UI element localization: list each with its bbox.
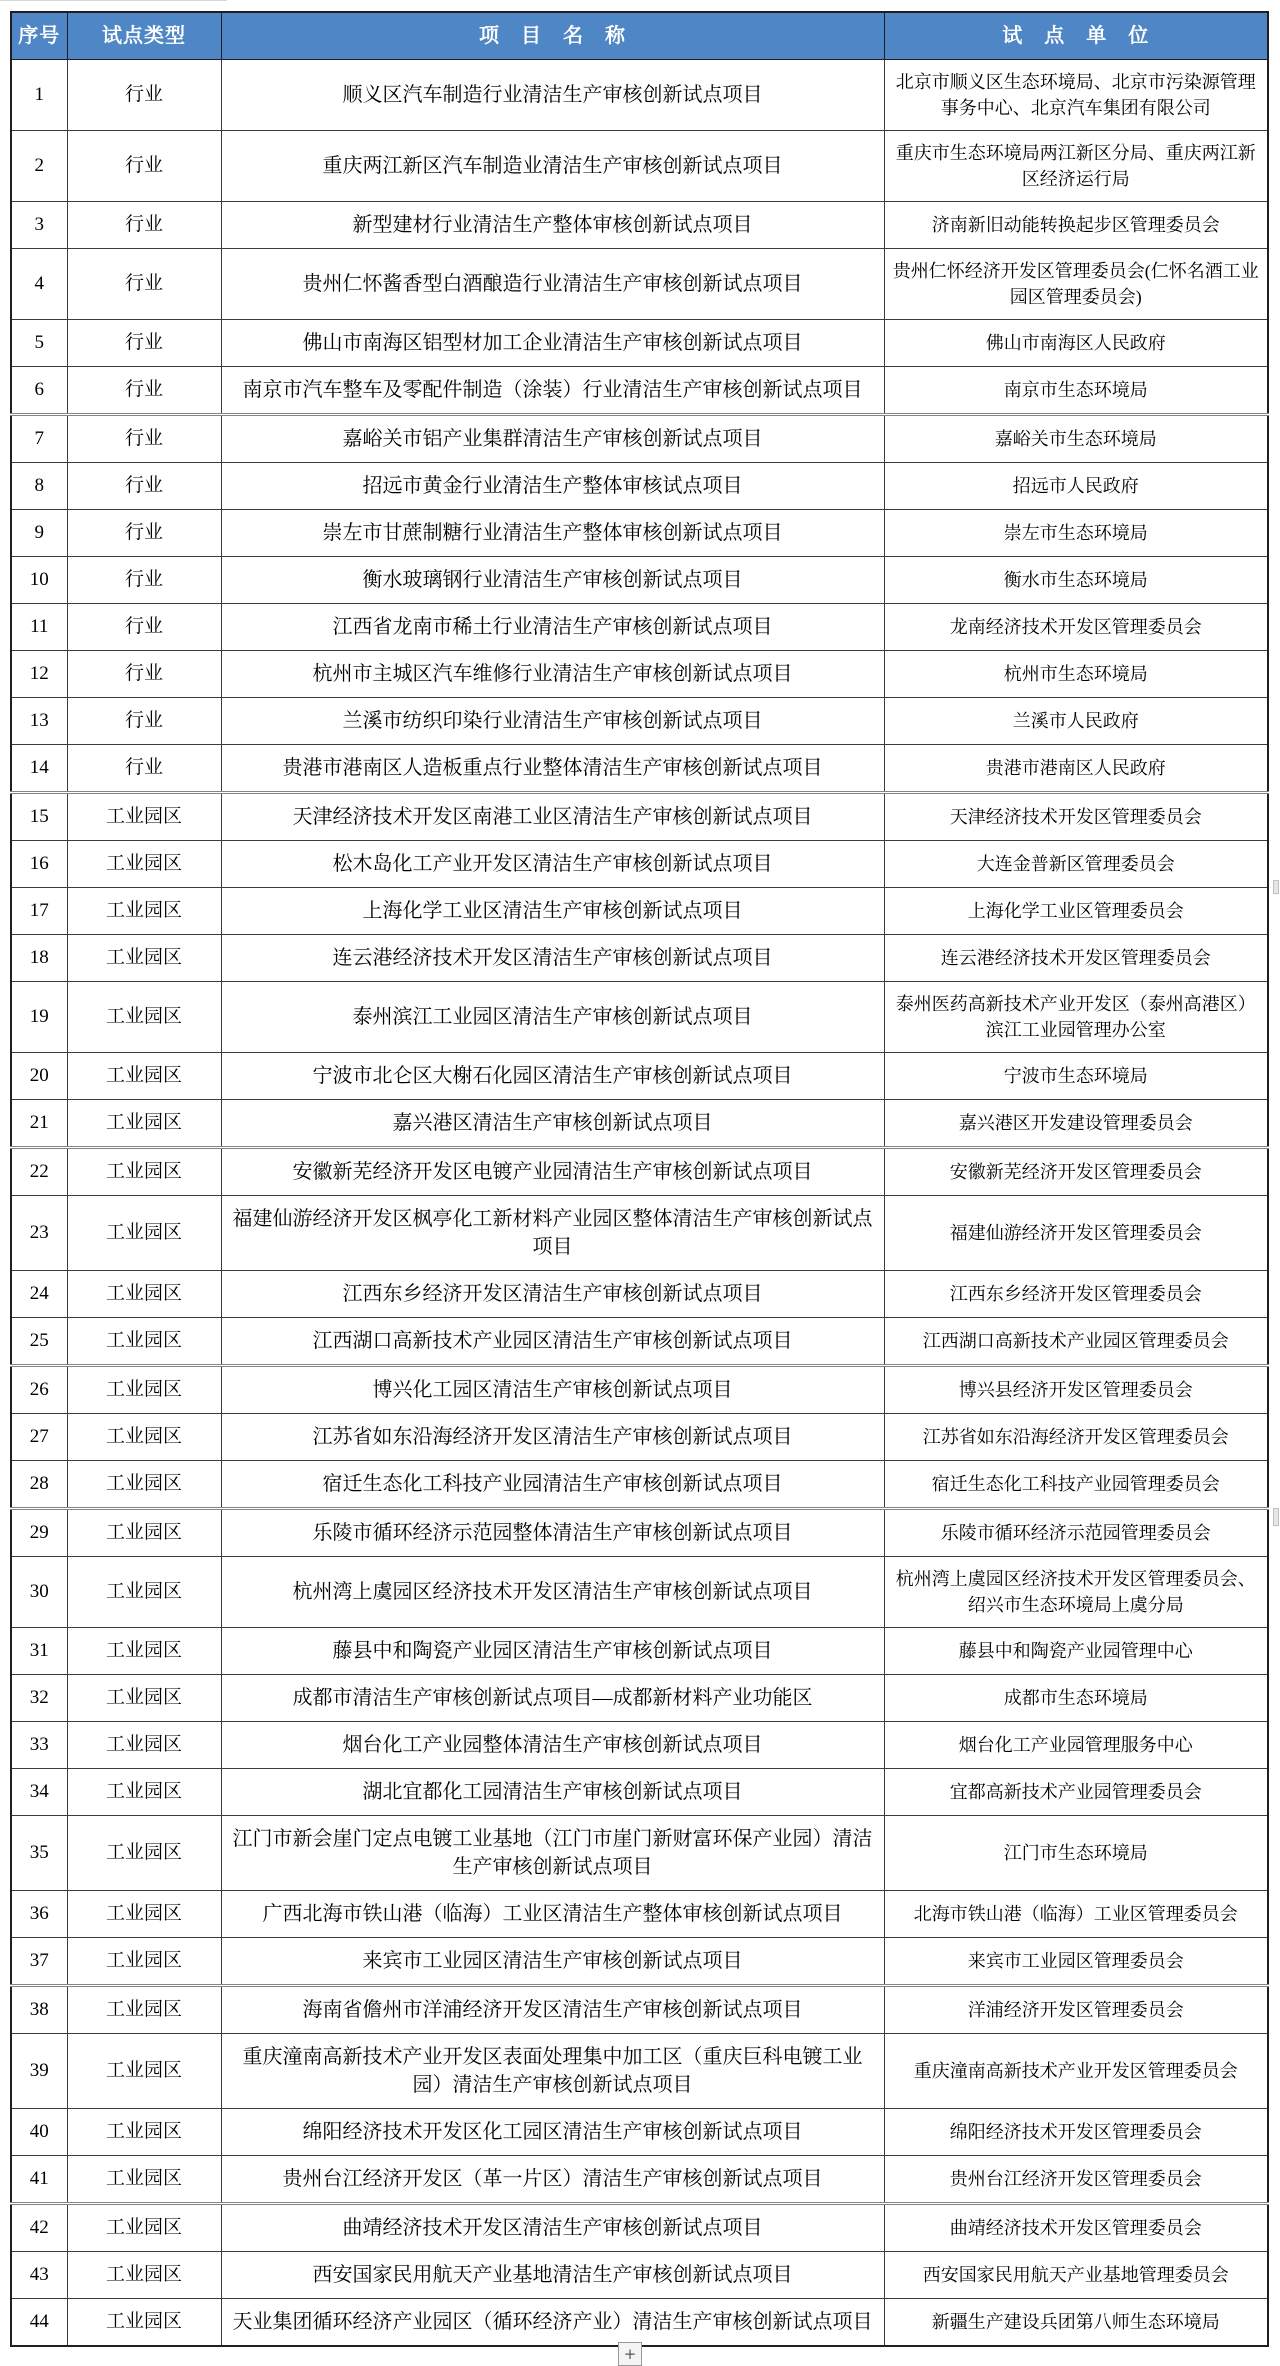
row-number-cell: 40 [11, 2109, 67, 2156]
pilot-unit-cell: 曲靖经济技术开发区管理委员会 [884, 2204, 1268, 2252]
scrollbar-fragment [1273, 1508, 1279, 1526]
table-row [11, 888, 1268, 935]
pilot-type-cell: 工业园区 [67, 935, 221, 982]
table-row [11, 510, 1268, 557]
project-name-cell: 藤县中和陶瓷产业园区清洁生产审核创新试点项目 [221, 1628, 884, 1675]
pilot-type-cell: 工业园区 [67, 1271, 221, 1318]
project-name-cell: 贵港市港南区人造板重点行业整体清洁生产审核创新试点项目 [221, 745, 884, 793]
pilot-type-cell: 工业园区 [67, 2299, 221, 2347]
project-name-cell: 乐陵市循环经济示范园整体清洁生产审核创新试点项目 [221, 1509, 884, 1557]
pilot-unit-cell: 崇左市生态环境局 [884, 510, 1268, 557]
table-row [11, 1816, 1268, 1891]
table-row [11, 1628, 1268, 1675]
table-row [11, 1318, 1268, 1366]
table-row [11, 415, 1268, 463]
column-header-number: 序号 [11, 12, 67, 60]
project-name-cell: 福建仙游经济开发区枫亭化工新材料产业园区整体清洁生产审核创新试点项目 [221, 1196, 884, 1271]
column-header-pilot-type: 试点类型 [67, 12, 221, 60]
pilot-type-cell: 行业 [67, 131, 221, 202]
pilot-projects-table-container [10, 11, 1267, 2347]
pilot-unit-cell: 福建仙游经济开发区管理委员会 [884, 1196, 1268, 1271]
pilot-unit-cell: 新疆生产建设兵团第八师生态环境局 [884, 2299, 1268, 2347]
project-name-cell: 安徽新芜经济开发区电镀产业园清洁生产审核创新试点项目 [221, 1148, 884, 1196]
project-name-cell: 成都市清洁生产审核创新试点项目—成都新材料产业功能区 [221, 1675, 884, 1722]
table-row [11, 2204, 1268, 2252]
row-number-cell: 7 [11, 415, 67, 463]
project-name-cell: 博兴化工园区清洁生产审核创新试点项目 [221, 1366, 884, 1414]
pilot-unit-cell: 招远市人民政府 [884, 463, 1268, 510]
project-name-cell: 绵阳经济技术开发区化工园区清洁生产审核创新试点项目 [221, 2109, 884, 2156]
row-number-cell: 10 [11, 557, 67, 604]
pilot-unit-cell: 泰州医药高新技术产业开发区（泰州高港区）滨江工业园管理办公室 [884, 982, 1268, 1053]
row-number-cell: 18 [11, 935, 67, 982]
table-row [11, 367, 1268, 415]
table-row [11, 1938, 1268, 1986]
pilot-type-cell: 工业园区 [67, 1509, 221, 1557]
pilot-type-cell: 工业园区 [67, 1100, 221, 1148]
pilot-unit-cell: 安徽新芜经济开发区管理委员会 [884, 1148, 1268, 1196]
pilot-unit-cell: 成都市生态环境局 [884, 1675, 1268, 1722]
pilot-type-cell: 工业园区 [67, 1986, 221, 2034]
table-row [11, 1053, 1268, 1100]
pilot-unit-cell: 大连金普新区管理委员会 [884, 841, 1268, 888]
project-name-cell: 广西北海市铁山港（临海）工业区清洁生产整体审核创新试点项目 [221, 1891, 884, 1938]
pilot-type-cell: 行业 [67, 510, 221, 557]
project-name-cell: 连云港经济技术开发区清洁生产审核创新试点项目 [221, 935, 884, 982]
table-row [11, 698, 1268, 745]
row-number-cell: 13 [11, 698, 67, 745]
table-row [11, 249, 1268, 320]
pilot-unit-cell: 重庆市生态环境局两江新区分局、重庆两江新区经济运行局 [884, 131, 1268, 202]
project-name-cell: 宿迁生态化工科技产业园清洁生产审核创新试点项目 [221, 1461, 884, 1509]
pilot-projects-table [10, 11, 1269, 2347]
project-name-cell: 湖北宜都化工园清洁生产审核创新试点项目 [221, 1769, 884, 1816]
pilot-unit-cell: 兰溪市人民政府 [884, 698, 1268, 745]
pilot-type-cell: 行业 [67, 651, 221, 698]
row-number-cell: 38 [11, 1986, 67, 2034]
pilot-type-cell: 工业园区 [67, 982, 221, 1053]
table-row [11, 793, 1268, 841]
pilot-type-cell: 行业 [67, 60, 221, 131]
table-row [11, 1557, 1268, 1628]
pilot-type-cell: 工业园区 [67, 1628, 221, 1675]
row-number-cell: 23 [11, 1196, 67, 1271]
pilot-type-cell: 行业 [67, 202, 221, 249]
pilot-unit-cell: 绵阳经济技术开发区管理委员会 [884, 2109, 1268, 2156]
row-number-cell: 28 [11, 1461, 67, 1509]
pilot-unit-cell: 北海市铁山港（临海）工业区管理委员会 [884, 1891, 1268, 1938]
pilot-unit-cell: 北京市顺义区生态环境局、北京市污染源管理事务中心、北京汽车集团有限公司 [884, 60, 1268, 131]
project-name-cell: 烟台化工产业园整体清洁生产审核创新试点项目 [221, 1722, 884, 1769]
row-number-cell: 6 [11, 367, 67, 415]
row-number-cell: 4 [11, 249, 67, 320]
row-number-cell: 31 [11, 1628, 67, 1675]
row-number-cell: 37 [11, 1938, 67, 1986]
row-number-cell: 32 [11, 1675, 67, 1722]
pilot-unit-cell: 宜都高新技术产业园管理委员会 [884, 1769, 1268, 1816]
pilot-type-cell: 行业 [67, 463, 221, 510]
pilot-type-cell: 行业 [67, 415, 221, 463]
pilot-type-cell: 行业 [67, 367, 221, 415]
row-number-cell: 2 [11, 131, 67, 202]
pilot-type-cell: 工业园区 [67, 1414, 221, 1461]
pilot-unit-cell: 贵港市港南区人民政府 [884, 745, 1268, 793]
pilot-type-cell: 工业园区 [67, 2034, 221, 2109]
pilot-unit-cell: 龙南经济技术开发区管理委员会 [884, 604, 1268, 651]
project-name-cell: 衡水玻璃钢行业清洁生产审核创新试点项目 [221, 557, 884, 604]
row-number-cell: 35 [11, 1816, 67, 1891]
table-row [11, 651, 1268, 698]
row-number-cell: 21 [11, 1100, 67, 1148]
plus-icon[interactable]: + [618, 2342, 642, 2366]
pilot-type-cell: 行业 [67, 249, 221, 320]
pilot-type-cell: 工业园区 [67, 1722, 221, 1769]
project-name-cell: 杭州市主城区汽车维修行业清洁生产审核创新试点项目 [221, 651, 884, 698]
pilot-type-cell: 工业园区 [67, 1938, 221, 1986]
row-number-cell: 39 [11, 2034, 67, 2109]
pilot-type-cell: 行业 [67, 320, 221, 367]
project-name-cell: 贵州仁怀酱香型白酒酿造行业清洁生产审核创新试点项目 [221, 249, 884, 320]
pilot-unit-cell: 衡水市生态环境局 [884, 557, 1268, 604]
table-row [11, 2156, 1268, 2204]
row-number-cell: 33 [11, 1722, 67, 1769]
row-number-cell: 30 [11, 1557, 67, 1628]
table-row [11, 557, 1268, 604]
project-name-cell: 江门市新会崖门定点电镀工业基地（江门市崖门新财富环保产业园）清洁生产审核创新试点项目 [221, 1816, 884, 1891]
row-number-cell: 12 [11, 651, 67, 698]
table-row [11, 2252, 1268, 2299]
row-number-cell: 1 [11, 60, 67, 131]
project-name-cell: 崇左市甘蔗制糖行业清洁生产整体审核创新试点项目 [221, 510, 884, 557]
pilot-type-cell: 工业园区 [67, 841, 221, 888]
table-row [11, 1675, 1268, 1722]
pilot-type-cell: 工业园区 [67, 1148, 221, 1196]
pilot-unit-cell: 西安国家民用航天产业基地管理委员会 [884, 2252, 1268, 2299]
table-row [11, 1271, 1268, 1318]
table-row [11, 841, 1268, 888]
table-row [11, 1891, 1268, 1938]
pilot-unit-cell: 杭州湾上虞园区经济技术开发区管理委员会、绍兴市生态环境局上虞分局 [884, 1557, 1268, 1628]
pilot-unit-cell: 南京市生态环境局 [884, 367, 1268, 415]
row-number-cell: 9 [11, 510, 67, 557]
project-name-cell: 兰溪市纺织印染行业清洁生产审核创新试点项目 [221, 698, 884, 745]
row-number-cell: 42 [11, 2204, 67, 2252]
project-name-cell: 泰州滨江工业园区清洁生产审核创新试点项目 [221, 982, 884, 1053]
pilot-unit-cell: 上海化学工业区管理委员会 [884, 888, 1268, 935]
pilot-unit-cell: 江西东乡经济开发区管理委员会 [884, 1271, 1268, 1318]
project-name-cell: 贵州台江经济开发区（革一片区）清洁生产审核创新试点项目 [221, 2156, 884, 2204]
project-name-cell: 海南省儋州市洋浦经济开发区清洁生产审核创新试点项目 [221, 1986, 884, 2034]
row-number-cell: 24 [11, 1271, 67, 1318]
project-name-cell: 重庆潼南高新技术产业开发区表面处理集中加工区（重庆巨科电镀工业园）清洁生产审核创新试点项目 [221, 2034, 884, 2109]
pilot-unit-cell: 天津经济技术开发区管理委员会 [884, 793, 1268, 841]
pilot-type-cell: 工业园区 [67, 2204, 221, 2252]
project-name-cell: 曲靖经济技术开发区清洁生产审核创新试点项目 [221, 2204, 884, 2252]
table-row [11, 745, 1268, 793]
pilot-type-cell: 工业园区 [67, 1053, 221, 1100]
pilot-unit-cell: 乐陵市循环经济示范园管理委员会 [884, 1509, 1268, 1557]
table-row [11, 1148, 1268, 1196]
table-row [11, 2109, 1268, 2156]
row-number-cell: 29 [11, 1509, 67, 1557]
pilot-unit-cell: 连云港经济技术开发区管理委员会 [884, 935, 1268, 982]
pilot-type-cell: 行业 [67, 745, 221, 793]
pilot-type-cell: 工业园区 [67, 1461, 221, 1509]
table-row [11, 1722, 1268, 1769]
table-row [11, 2034, 1268, 2109]
project-name-cell: 江西省龙南市稀土行业清洁生产审核创新试点项目 [221, 604, 884, 651]
row-number-cell: 17 [11, 888, 67, 935]
pilot-type-cell: 工业园区 [67, 1675, 221, 1722]
pilot-type-cell: 行业 [67, 698, 221, 745]
pilot-type-cell: 工业园区 [67, 1318, 221, 1366]
project-name-cell: 松木岛化工产业开发区清洁生产审核创新试点项目 [221, 841, 884, 888]
pilot-type-cell: 工业园区 [67, 2252, 221, 2299]
table-body [11, 60, 1268, 2347]
project-name-cell: 宁波市北仑区大榭石化园区清洁生产审核创新试点项目 [221, 1053, 884, 1100]
table-row [11, 1366, 1268, 1414]
row-number-cell: 16 [11, 841, 67, 888]
row-number-cell: 36 [11, 1891, 67, 1938]
scrollbar-fragment [1273, 880, 1279, 894]
project-name-cell: 江西湖口高新技术产业园区清洁生产审核创新试点项目 [221, 1318, 884, 1366]
pilot-unit-cell: 博兴县经济开发区管理委员会 [884, 1366, 1268, 1414]
project-name-cell: 上海化学工业区清洁生产审核创新试点项目 [221, 888, 884, 935]
project-name-cell: 江苏省如东沿海经济开发区清洁生产审核创新试点项目 [221, 1414, 884, 1461]
row-number-cell: 27 [11, 1414, 67, 1461]
row-number-cell: 14 [11, 745, 67, 793]
pilot-unit-cell: 贵州台江经济开发区管理委员会 [884, 2156, 1268, 2204]
pilot-unit-cell: 济南新旧动能转换起步区管理委员会 [884, 202, 1268, 249]
pilot-unit-cell: 洋浦经济开发区管理委员会 [884, 1986, 1268, 2034]
project-name-cell: 南京市汽车整车及零配件制造（涂装）行业清洁生产审核创新试点项目 [221, 367, 884, 415]
row-number-cell: 5 [11, 320, 67, 367]
pilot-unit-cell: 贵州仁怀经济开发区管理委员会(仁怀名酒工业园区管理委员会) [884, 249, 1268, 320]
pilot-unit-cell: 江西湖口高新技术产业园区管理委员会 [884, 1318, 1268, 1366]
row-number-cell: 44 [11, 2299, 67, 2347]
row-number-cell: 15 [11, 793, 67, 841]
pilot-type-cell: 工业园区 [67, 1816, 221, 1891]
table-row [11, 1986, 1268, 2034]
table-row [11, 2299, 1268, 2347]
pilot-unit-cell: 江苏省如东沿海经济开发区管理委员会 [884, 1414, 1268, 1461]
row-number-cell: 8 [11, 463, 67, 510]
table-row [11, 1461, 1268, 1509]
project-name-cell: 嘉兴港区清洁生产审核创新试点项目 [221, 1100, 884, 1148]
column-header-project-name: 项 目 名 称 [221, 12, 884, 60]
pilot-unit-cell: 嘉峪关市生态环境局 [884, 415, 1268, 463]
row-number-cell: 19 [11, 982, 67, 1053]
row-number-cell: 41 [11, 2156, 67, 2204]
pilot-unit-cell: 宁波市生态环境局 [884, 1053, 1268, 1100]
pilot-type-cell: 行业 [67, 604, 221, 651]
table-row [11, 982, 1268, 1053]
pilot-unit-cell: 烟台化工产业园管理服务中心 [884, 1722, 1268, 1769]
pilot-unit-cell: 佛山市南海区人民政府 [884, 320, 1268, 367]
pilot-type-cell: 工业园区 [67, 2109, 221, 2156]
pilot-type-cell: 工业园区 [67, 1891, 221, 1938]
table-row [11, 604, 1268, 651]
table-row [11, 1509, 1268, 1557]
pilot-type-cell: 工业园区 [67, 1557, 221, 1628]
project-name-cell: 佛山市南海区铝型材加工企业清洁生产审核创新试点项目 [221, 320, 884, 367]
table-row [11, 1414, 1268, 1461]
project-name-cell: 西安国家民用航天产业基地清洁生产审核创新试点项目 [221, 2252, 884, 2299]
header-row [11, 12, 1268, 60]
pilot-unit-cell: 宿迁生态化工科技产业园管理委员会 [884, 1461, 1268, 1509]
pilot-unit-cell: 来宾市工业园区管理委员会 [884, 1938, 1268, 1986]
pilot-type-cell: 工业园区 [67, 2156, 221, 2204]
table-row [11, 1769, 1268, 1816]
project-name-cell: 重庆两江新区汽车制造业清洁生产审核创新试点项目 [221, 131, 884, 202]
table-row [11, 320, 1268, 367]
row-number-cell: 22 [11, 1148, 67, 1196]
table-row [11, 463, 1268, 510]
project-name-cell: 天津经济技术开发区南港工业区清洁生产审核创新试点项目 [221, 793, 884, 841]
project-name-cell: 顺义区汽车制造行业清洁生产审核创新试点项目 [221, 60, 884, 131]
row-number-cell: 11 [11, 604, 67, 651]
project-name-cell: 天业集团循环经济产业园区（循环经济产业）清洁生产审核创新试点项目 [221, 2299, 884, 2347]
pilot-unit-cell: 重庆潼南高新技术产业开发区管理委员会 [884, 2034, 1268, 2109]
row-number-cell: 3 [11, 202, 67, 249]
pilot-unit-cell: 藤县中和陶瓷产业园管理中心 [884, 1628, 1268, 1675]
row-number-cell: 25 [11, 1318, 67, 1366]
table-row [11, 131, 1268, 202]
project-name-cell: 招远市黄金行业清洁生产整体审核试点项目 [221, 463, 884, 510]
pilot-type-cell: 工业园区 [67, 888, 221, 935]
pilot-unit-cell: 江门市生态环境局 [884, 1816, 1268, 1891]
table-row [11, 202, 1268, 249]
row-number-cell: 34 [11, 1769, 67, 1816]
pilot-unit-cell: 杭州市生态环境局 [884, 651, 1268, 698]
project-name-cell: 来宾市工业园区清洁生产审核创新试点项目 [221, 1938, 884, 1986]
table-row [11, 1100, 1268, 1148]
project-name-cell: 杭州湾上虞园区经济技术开发区清洁生产审核创新试点项目 [221, 1557, 884, 1628]
row-number-cell: 20 [11, 1053, 67, 1100]
pilot-type-cell: 行业 [67, 557, 221, 604]
table-row [11, 60, 1268, 131]
project-name-cell: 嘉峪关市铝产业集群清洁生产审核创新试点项目 [221, 415, 884, 463]
screenshot-edge-artifact [0, 0, 227, 1]
project-name-cell: 新型建材行业清洁生产整体审核创新试点项目 [221, 202, 884, 249]
pilot-type-cell: 工业园区 [67, 1196, 221, 1271]
project-name-cell: 江西东乡经济开发区清洁生产审核创新试点项目 [221, 1271, 884, 1318]
pilot-type-cell: 工业园区 [67, 1769, 221, 1816]
table-row [11, 1196, 1268, 1271]
table-row [11, 935, 1268, 982]
scroll-down-button-clipped[interactable] [618, 2342, 644, 2363]
row-number-cell: 43 [11, 2252, 67, 2299]
row-number-cell: 26 [11, 1366, 67, 1414]
pilot-type-cell: 工业园区 [67, 1366, 221, 1414]
pilot-unit-cell: 嘉兴港区开发建设管理委员会 [884, 1100, 1268, 1148]
pilot-type-cell: 工业园区 [67, 793, 221, 841]
column-header-pilot-unit: 试 点 单 位 [884, 12, 1268, 60]
